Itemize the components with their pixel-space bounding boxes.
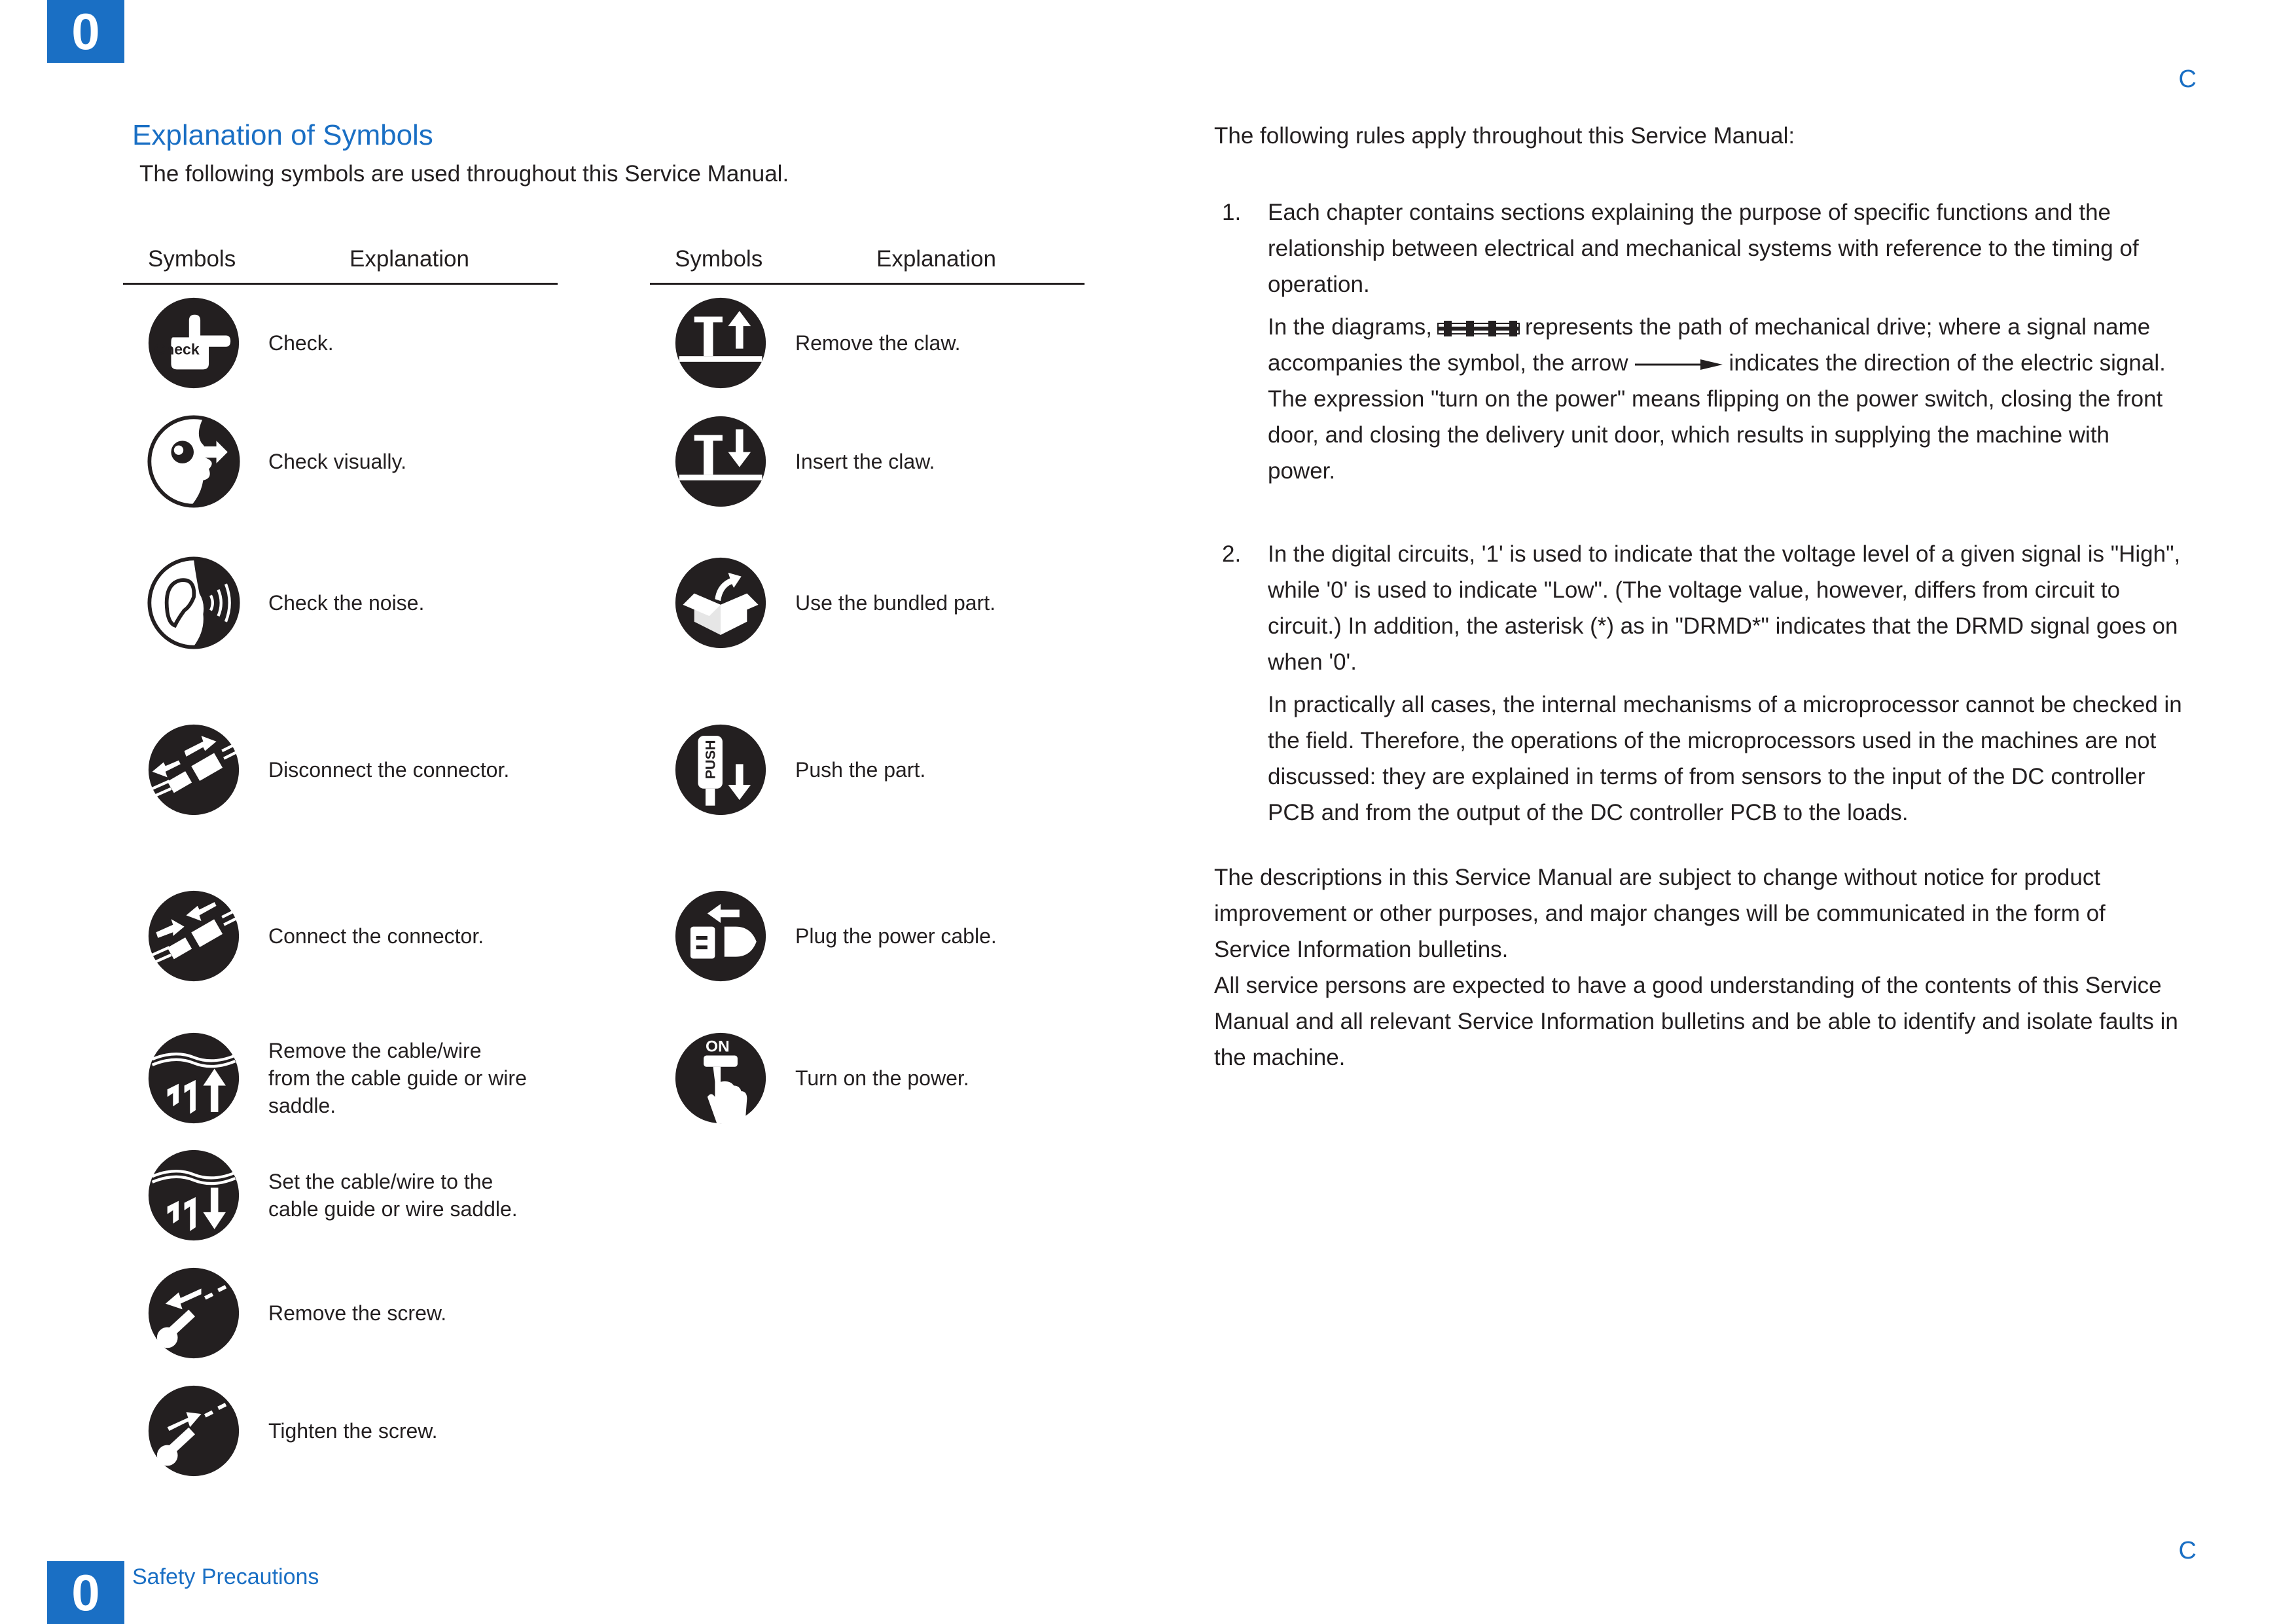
rule-1-diagram-a: In the diagrams, bbox=[1268, 314, 1432, 340]
remove-claw-icon bbox=[673, 296, 768, 390]
symbol-text: Use the bundled part. bbox=[795, 591, 996, 615]
rule-1 bbox=[1214, 194, 2183, 489]
symbols-section-title: Explanation of Symbols bbox=[132, 119, 433, 151]
rule-1-diagram-c: indicates the direction of the electric signal. bbox=[1729, 350, 2166, 376]
rule-1-power-note: The expression "turn on the power" means flipping on the power switch, closing the front door, and closing the delivery unit door, which results in supplying the machine with power. bbox=[1268, 386, 2163, 484]
eye-icon bbox=[147, 414, 241, 509]
header-symbols: Symbols bbox=[148, 246, 236, 272]
remove-cable-icon bbox=[147, 1031, 241, 1125]
rules-section bbox=[1214, 118, 2183, 1075]
corner-mark-bottom: C bbox=[2178, 1537, 2197, 1564]
rule-2 bbox=[1214, 536, 2183, 831]
symbol-row-remove-screw bbox=[147, 1266, 565, 1364]
push-icon-label: PUSH bbox=[702, 740, 719, 780]
symbol-row-remove-cable bbox=[147, 1031, 565, 1129]
table-header bbox=[123, 244, 558, 285]
rule-number: 1. bbox=[1222, 200, 1242, 225]
symbol-row-remove-claw bbox=[673, 296, 1092, 394]
remove-screw-icon bbox=[147, 1266, 241, 1360]
symbol-text: Insert the claw. bbox=[795, 450, 935, 473]
symbols-section-intro: The following symbols are used throughout this Service Manual. bbox=[139, 161, 789, 187]
rule-number: 2. bbox=[1222, 541, 1242, 567]
symbol-row-check-visually bbox=[147, 414, 565, 513]
symbol-row-connect bbox=[147, 889, 565, 987]
rule-1-diagram-note bbox=[1268, 309, 2183, 381]
symbol-text: Set the cable/wire to the cable guide or wire saddle. bbox=[268, 1170, 518, 1221]
symbol-row-power-on bbox=[673, 1031, 1092, 1129]
symbol-row-tighten-screw bbox=[147, 1384, 565, 1482]
symbol-text: Push the part. bbox=[795, 758, 926, 782]
symbol-text: Tighten the screw. bbox=[268, 1419, 438, 1443]
check-icon-label: Check bbox=[154, 340, 200, 358]
header-explanation: Explanation bbox=[876, 246, 996, 272]
symbols-table-left bbox=[123, 244, 558, 1443]
symbol-row-insert-claw bbox=[673, 414, 1092, 513]
bundled-part-icon bbox=[673, 556, 768, 650]
chapter-tab-top: 0 bbox=[47, 0, 124, 63]
symbol-text: Check the noise. bbox=[268, 591, 425, 615]
symbol-row-disconnect bbox=[147, 723, 565, 821]
symbol-text: Plug the power cable. bbox=[795, 924, 997, 948]
rules-lead: The following rules apply throughout this Service Manual: bbox=[1214, 123, 1795, 149]
drive-path-icon bbox=[1437, 319, 1520, 338]
power-on-icon bbox=[673, 1031, 768, 1125]
symbol-text: Check. bbox=[268, 331, 334, 355]
closing-paragraph-2: All service persons are expected to have a good understanding of the contents of this Service Manual and all relevant Service Information bulletins and be able to identify and isolate faults in the machine. bbox=[1214, 973, 2178, 1070]
symbol-row-check bbox=[147, 296, 565, 394]
power-plug-icon bbox=[673, 889, 768, 983]
rule-1-diagram-b: represents the path of mechanical drive; where a signal name accompanies the symbol, the arrow bbox=[1268, 314, 2151, 376]
table-header bbox=[650, 244, 1085, 285]
disconnect-connector-icon bbox=[147, 723, 241, 817]
symbol-row-set-cable bbox=[147, 1148, 565, 1246]
symbol-text: Turn on the power. bbox=[795, 1066, 969, 1090]
header-symbols: Symbols bbox=[675, 246, 763, 272]
symbol-row-bundled-part bbox=[673, 556, 1092, 654]
rule-2-sub: In practically all cases, the internal mechanisms of a microprocessor cannot be checked in the field. Therefore, the operations of the microprocessors used in the machines are not discussed: they are explained in terms of from sensors to the input of the DC controller PCB and from the output of the DC controller PCB to the loads. bbox=[1268, 692, 2182, 825]
connect-connector-icon bbox=[147, 889, 241, 983]
footer-chapter-title[interactable]: Safety Precautions bbox=[132, 1564, 319, 1589]
rule-2-text: In the digital circuits, '1' is used to indicate that the voltage level of a given signal is "High", while '0' is used to indicate "Low". (The voltage value, however, differs from circuit to circuit.) In addition, the asterisk (*) as in "DRMD*" indicates that the DRMD signal goes on when '0'. bbox=[1268, 541, 2181, 675]
symbol-row-power-plug bbox=[673, 889, 1092, 987]
signal-arrow-icon bbox=[1635, 358, 1723, 371]
tighten-screw-icon bbox=[147, 1384, 241, 1478]
set-cable-icon bbox=[147, 1148, 241, 1242]
power-on-icon-label: ON bbox=[705, 1038, 730, 1056]
ear-icon bbox=[147, 556, 241, 650]
closing-paragraph-1: The descriptions in this Service Manual are subject to change without notice for product improvement or other purposes, and major changes will be communicated in the form of Service Information bulletins. bbox=[1214, 865, 2106, 962]
symbol-text: Connect the connector. bbox=[268, 924, 484, 948]
symbol-text: Remove the screw. bbox=[268, 1301, 447, 1325]
symbols-table-right bbox=[650, 244, 1085, 1090]
corner-mark-top: C bbox=[2178, 65, 2197, 93]
insert-claw-icon bbox=[673, 414, 768, 509]
symbol-row-push bbox=[673, 723, 1092, 821]
symbol-text: Remove the cable/wire from the cable guide or wire saddle. bbox=[268, 1039, 527, 1117]
header-explanation: Explanation bbox=[350, 246, 469, 272]
rule-1-text: Each chapter contains sections explaining the purpose of specific functions and the relationship between electrical and mechanical systems with reference to the timing of operation. bbox=[1268, 200, 2139, 297]
symbol-text: Remove the claw. bbox=[795, 331, 961, 355]
push-icon bbox=[673, 723, 768, 817]
symbol-text: Check visually. bbox=[268, 450, 407, 473]
chapter-tab-bottom: 0 bbox=[47, 1561, 124, 1624]
check-icon bbox=[147, 296, 241, 390]
symbol-row-check-noise bbox=[147, 556, 565, 654]
symbol-text: Disconnect the connector. bbox=[268, 758, 510, 782]
